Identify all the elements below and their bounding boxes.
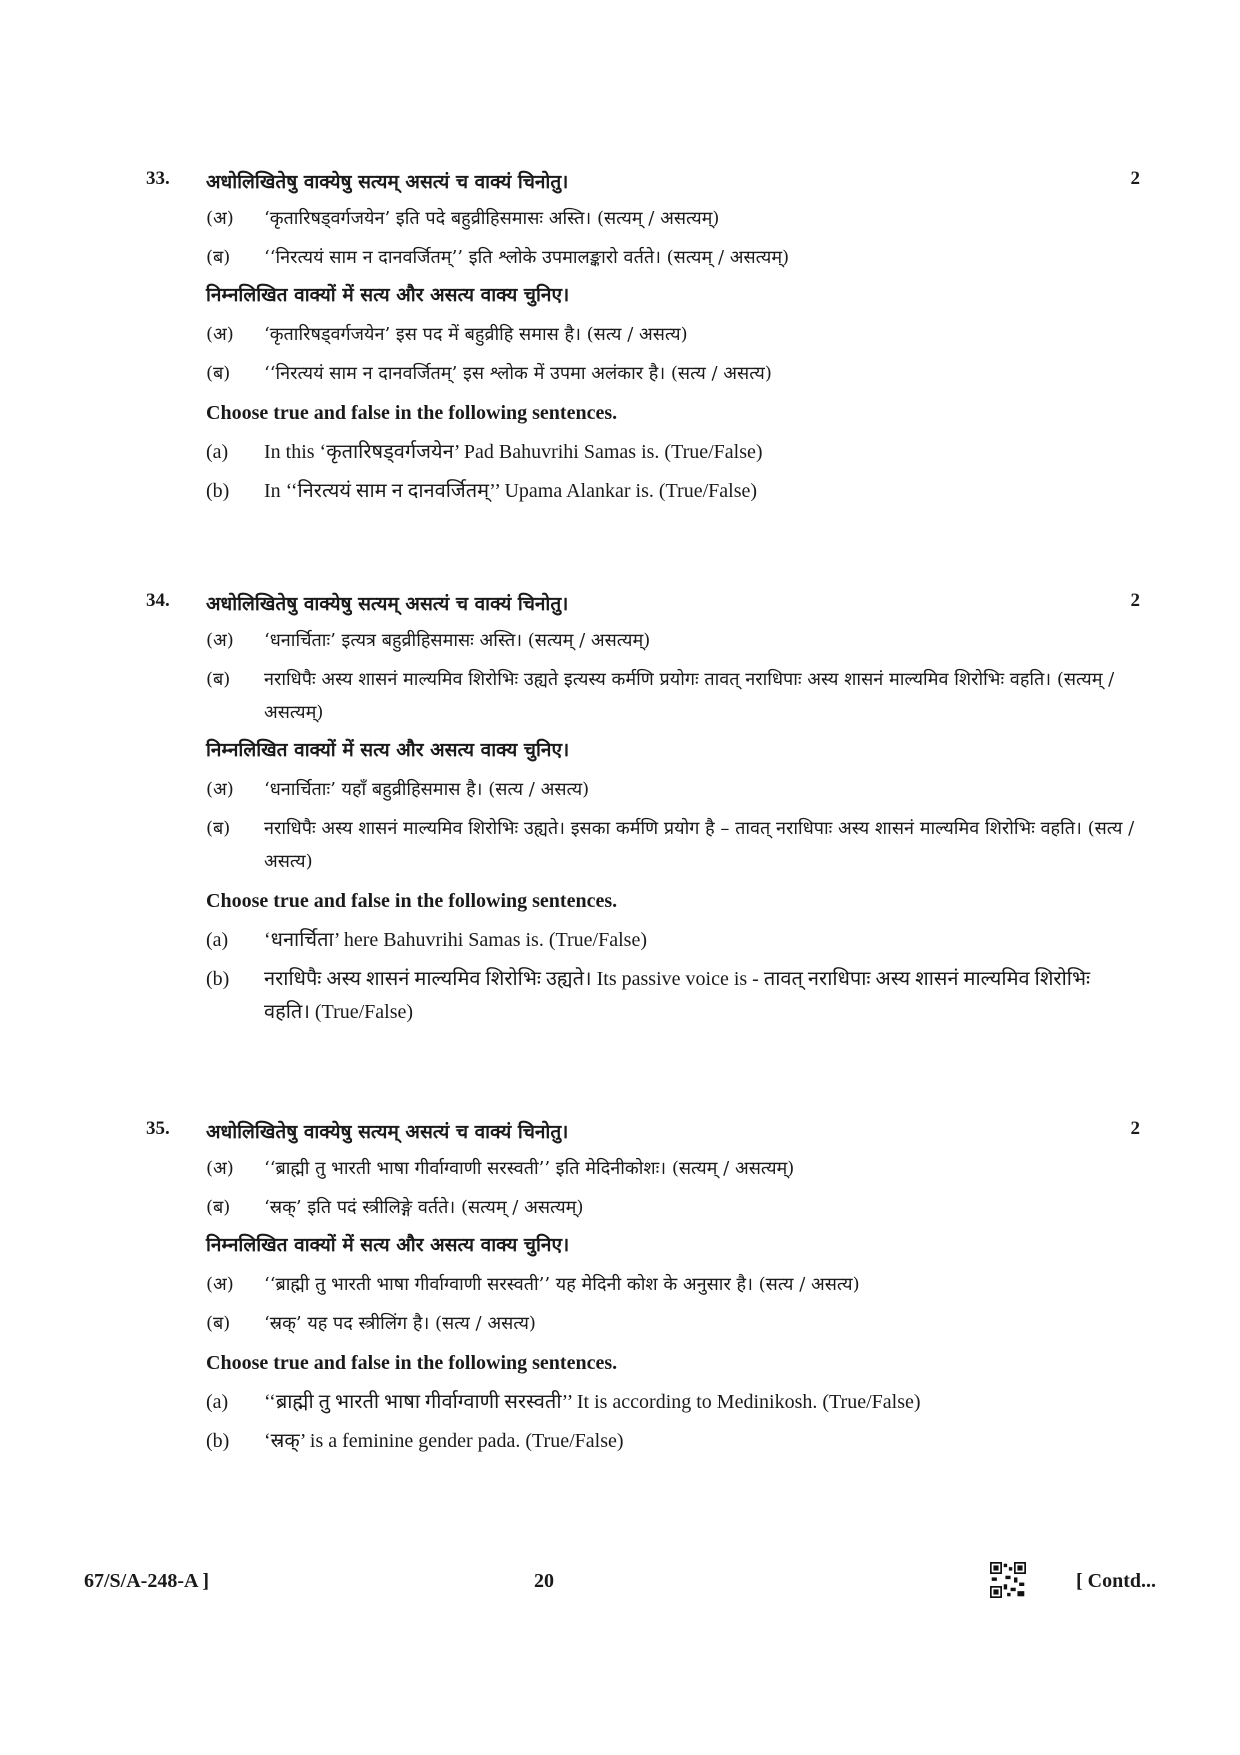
option-text: ‘‘ब्राह्मी तु भारती भाषा गीर्वाग्वाणी सरस्वती’’ It is according to Medinikosh. (True/False): [264, 1391, 921, 1413]
english-option-a: [206, 436, 1140, 469]
option-text: ‘स्रक्’ is a feminine gender pada. (True/False): [264, 1430, 624, 1452]
qr-code-icon: [990, 1562, 1026, 1598]
question-marks: 2: [1130, 1118, 1140, 1139]
english-option-a: [206, 1386, 1140, 1419]
question-number: 35.: [146, 1118, 170, 1139]
sanskrit-option-b: [206, 663, 1140, 729]
sanskrit-option-a: [206, 202, 1140, 235]
option-label: (ब): [206, 669, 231, 690]
question-35: [146, 1118, 1140, 1458]
question-number: 33.: [146, 168, 170, 189]
option-text: नराधिपैः अस्य शासनं माल्यमिव शिरोभिः उह्यते। इसका कर्मणि प्रयोग है – तावत् नराधिपाः अस्य शासनं माल्यमिव शिरोभिः वहति। (सत्य / असत्य): [264, 818, 1135, 872]
question-header: [146, 1118, 1140, 1148]
option-label: (अ): [206, 208, 234, 229]
option-text: ‘‘निरत्ययं साम न दानवर्जितम्’ इस श्लोक में उपमा अलंकार है। (सत्य / असत्य): [264, 363, 772, 384]
option-text: ‘‘निरत्ययं साम न दानवर्जितम्’’ इति श्लोके उपमालङ्कारो वर्तते। (सत्यम् / असत्यम्): [264, 247, 790, 268]
sanskrit-option-b: [206, 241, 1140, 274]
option-label: (ब): [206, 247, 231, 268]
option-label: (a): [206, 1391, 229, 1413]
option-text: In this ‘कृतारिषड्वर्गजयेन’ Pad Bahuvrihi Samas is. (True/False): [264, 441, 763, 463]
hindi-option-b: [206, 812, 1140, 878]
option-text: ‘स्रक्’ इति पदं स्त्रीलिङ्गे वर्तते। (सत्यम् / असत्यम्): [264, 1197, 584, 1218]
option-text: ‘धनार्चिताः’ इत्यत्र बहुव्रीहिसमासः अस्ति। (सत्यम् / असत्यम्): [264, 630, 651, 651]
option-label: (अ): [206, 630, 234, 651]
question-header: [146, 168, 1140, 198]
hindi-option-a: [206, 318, 1140, 351]
option-label: (अ): [206, 779, 234, 800]
option-label: (ब): [206, 818, 231, 839]
question-number: 34.: [146, 590, 170, 611]
question-marks: 2: [1130, 168, 1140, 189]
option-text: ‘धनार्चिताः’ यहाँ बहुव्रीहिसमास है। (सत्य / असत्य): [264, 779, 590, 800]
page-footer: [84, 1570, 1156, 1610]
english-heading: Choose true and false in the following sentences.: [206, 1352, 618, 1374]
english-option-b: [206, 963, 1140, 1029]
question-33: [146, 168, 1140, 508]
english-heading: Choose true and false in the following sentences.: [206, 890, 618, 912]
option-label: (ब): [206, 1197, 231, 1218]
question-title: अधोलिखितेषु वाक्येषु सत्यम् असत्यं च वाक्यं चिनोतु।: [206, 1121, 569, 1143]
hindi-option-a: [206, 1268, 1140, 1301]
sanskrit-option-a: [206, 1152, 1140, 1185]
question-34: [146, 590, 1140, 1029]
english-heading: Choose true and false in the following sentences.: [206, 402, 618, 424]
hindi-heading: निम्नलिखित वाक्यों में सत्य और असत्य वाक्य चुनिए।: [206, 284, 570, 306]
option-text: ‘धनार्चिता’ here Bahuvrihi Samas is. (True/False): [264, 929, 647, 951]
hindi-option-a: [206, 773, 1140, 806]
hindi-option-b: [206, 357, 1140, 390]
option-text: नराधिपैः अस्य शासनं माल्यमिव शिरोभिः उह्यते इत्यस्य कर्मणि प्रयोगः तावत् नराधिपाः अस्य शासनं माल्यमिव शिरोभिः वहति। (सत्यम् / असत्यम्): [264, 669, 1115, 723]
question-header: [146, 590, 1140, 620]
option-label: (अ): [206, 324, 234, 345]
option-text: In ‘‘निरत्ययं साम न दानवर्जितम्’’ Upama Alankar is. (True/False): [264, 480, 758, 502]
option-label: (ब): [206, 363, 231, 384]
option-label: (ब): [206, 1313, 231, 1334]
option-text: ‘कृतारिषड्वर्गजयेन’ इति पदे बहुव्रीहिसमासः अस्ति। (सत्यम् / असत्यम्): [264, 208, 720, 229]
english-option-b: [206, 475, 1140, 508]
page-number: 20: [534, 1570, 554, 1592]
option-label: (a): [206, 929, 229, 951]
paper-code: 67/S/A-248-A ]: [84, 1570, 209, 1592]
option-label: (अ): [206, 1274, 234, 1295]
hindi-option-b: [206, 1307, 1140, 1340]
option-label: (a): [206, 441, 229, 463]
option-text: नराधिपैः अस्य शासनं माल्यमिव शिरोभिः उह्यते। Its passive voice is - तावत् नराधिपाः अस्य शासनं माल्यमिव शिरोभिः वहति। (True/False): [264, 968, 1091, 1023]
option-text: ‘कृतारिषड्वर्गजयेन’ इस पद में बहुव्रीहि समास है। (सत्य / असत्य): [264, 324, 688, 345]
option-label: (b): [206, 968, 230, 990]
sanskrit-option-a: [206, 624, 1140, 657]
option-label: (अ): [206, 1158, 234, 1179]
question-title: अधोलिखितेषु वाक्येषु सत्यम् असत्यं च वाक्यं चिनोतु।: [206, 593, 569, 615]
english-option-b: [206, 1425, 1140, 1458]
english-option-a: [206, 924, 1140, 957]
option-label: (b): [206, 1430, 230, 1452]
option-text: ‘स्रक्’ यह पद स्त्रीलिंग है। (सत्य / असत्य): [264, 1313, 536, 1334]
option-text: ‘‘ब्राह्मी तु भारती भाषा गीर्वाग्वाणी सरस्वती’’ इति मेदिनीकोशः। (सत्यम् / असत्यम्): [264, 1158, 795, 1179]
sanskrit-option-b: [206, 1191, 1140, 1224]
hindi-heading: निम्नलिखित वाक्यों में सत्य और असत्य वाक्य चुनिए।: [206, 1234, 570, 1256]
hindi-heading: निम्नलिखित वाक्यों में सत्य और असत्य वाक्य चुनिए।: [206, 739, 570, 761]
option-text: ‘‘ब्राह्मी तु भारती भाषा गीर्वाग्वाणी सरस्वती’’ यह मेदिनी कोश के अनुसार है। (सत्य / असत्य): [264, 1274, 860, 1295]
continued-label: [ Contd...: [1075, 1570, 1156, 1592]
question-title: अधोलिखितेषु वाक्येषु सत्यम् असत्यं च वाक्यं चिनोतु।: [206, 171, 569, 193]
option-label: (b): [206, 480, 230, 502]
question-marks: 2: [1130, 590, 1140, 611]
